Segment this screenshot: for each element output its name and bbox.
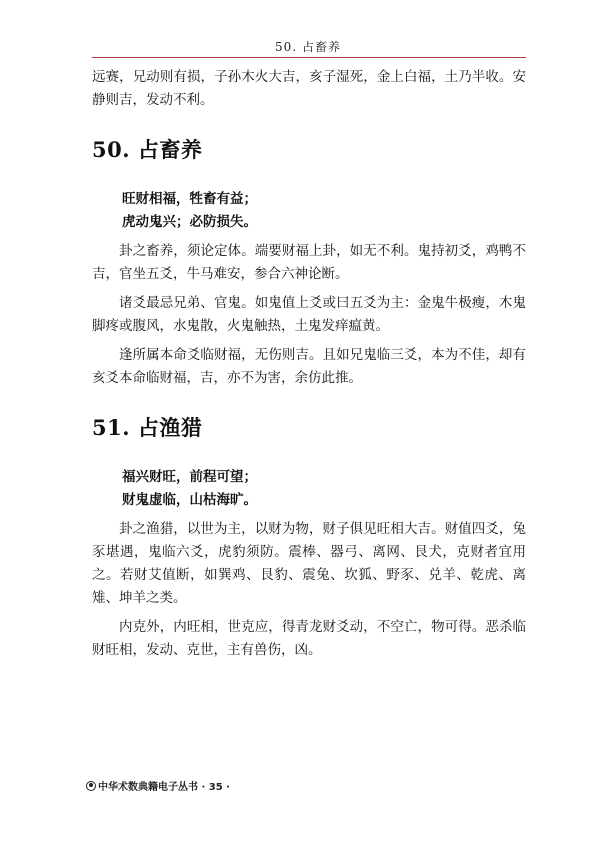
section-title-50: 50. 占畜养	[92, 137, 203, 162]
section-title-51: 51. 占渔猎	[92, 415, 203, 440]
header-divider	[92, 57, 526, 58]
body-paragraph: 卦之畜养，须论定体。端要财福上卦，如无不利。鬼持初爻，鸡鸭不吉，官坐五爻，牛马难安，参合六神论断。	[92, 243, 526, 282]
running-header: 50. 占畜养	[275, 40, 341, 54]
verse-line: 旺财相福，牲畜有益；	[122, 191, 257, 207]
verse-block-50	[92, 188, 526, 234]
page-content	[92, 66, 526, 662]
verse-block-51	[92, 466, 526, 512]
footer-text: 中华术数典籍电子丛书 · 35 ·	[98, 782, 230, 793]
body-paragraph: 逢所属本命爻临财福，无伤则吉。且如兄鬼临三爻，本为不佳，却有亥爻本命临财福，吉，亦不为害，余仿此推。	[92, 347, 526, 386]
verse-line: 福兴财旺，前程可望；	[122, 469, 257, 485]
body-paragraph: 内克外，内旺相，世克应，得青龙财爻动，不空亡，物可得。恶杀临财旺相，发动、克世，主有兽伤，凶。	[92, 619, 526, 658]
verse-line: 虎动鬼兴；必防损失。	[122, 214, 257, 230]
page-footer	[86, 778, 230, 793]
verse-line: 财鬼虚临，山枯海旷。	[122, 492, 257, 508]
intro-paragraph: 远赛，兄动则有损，子孙木火大吉，亥子湿死，金上白福，土乃半收。安静则吉，发动不利。	[92, 69, 526, 108]
book-series-logo-icon	[86, 781, 96, 791]
body-paragraph: 卦之渔猎，以世为主，以财为物，财子俱见旺相大吉。财值四爻，兔豕堪遇，鬼临六爻，虎豹须防。震棒、器弓、离网、艮犬，克财者宜用之。若财艾值断，如巽鸡、艮豹、震兔、坎狐、野豕、兑羊、乾虎、离雉、坤羊之类。	[92, 521, 526, 606]
body-paragraph: 诸爻最忌兄弟、官鬼。如鬼值上爻或曰五爻为主：金鬼牛极瘦，木鬼脚疼或腹风，水鬼散，火鬼触热，土鬼发痒瘟黄。	[92, 295, 526, 334]
